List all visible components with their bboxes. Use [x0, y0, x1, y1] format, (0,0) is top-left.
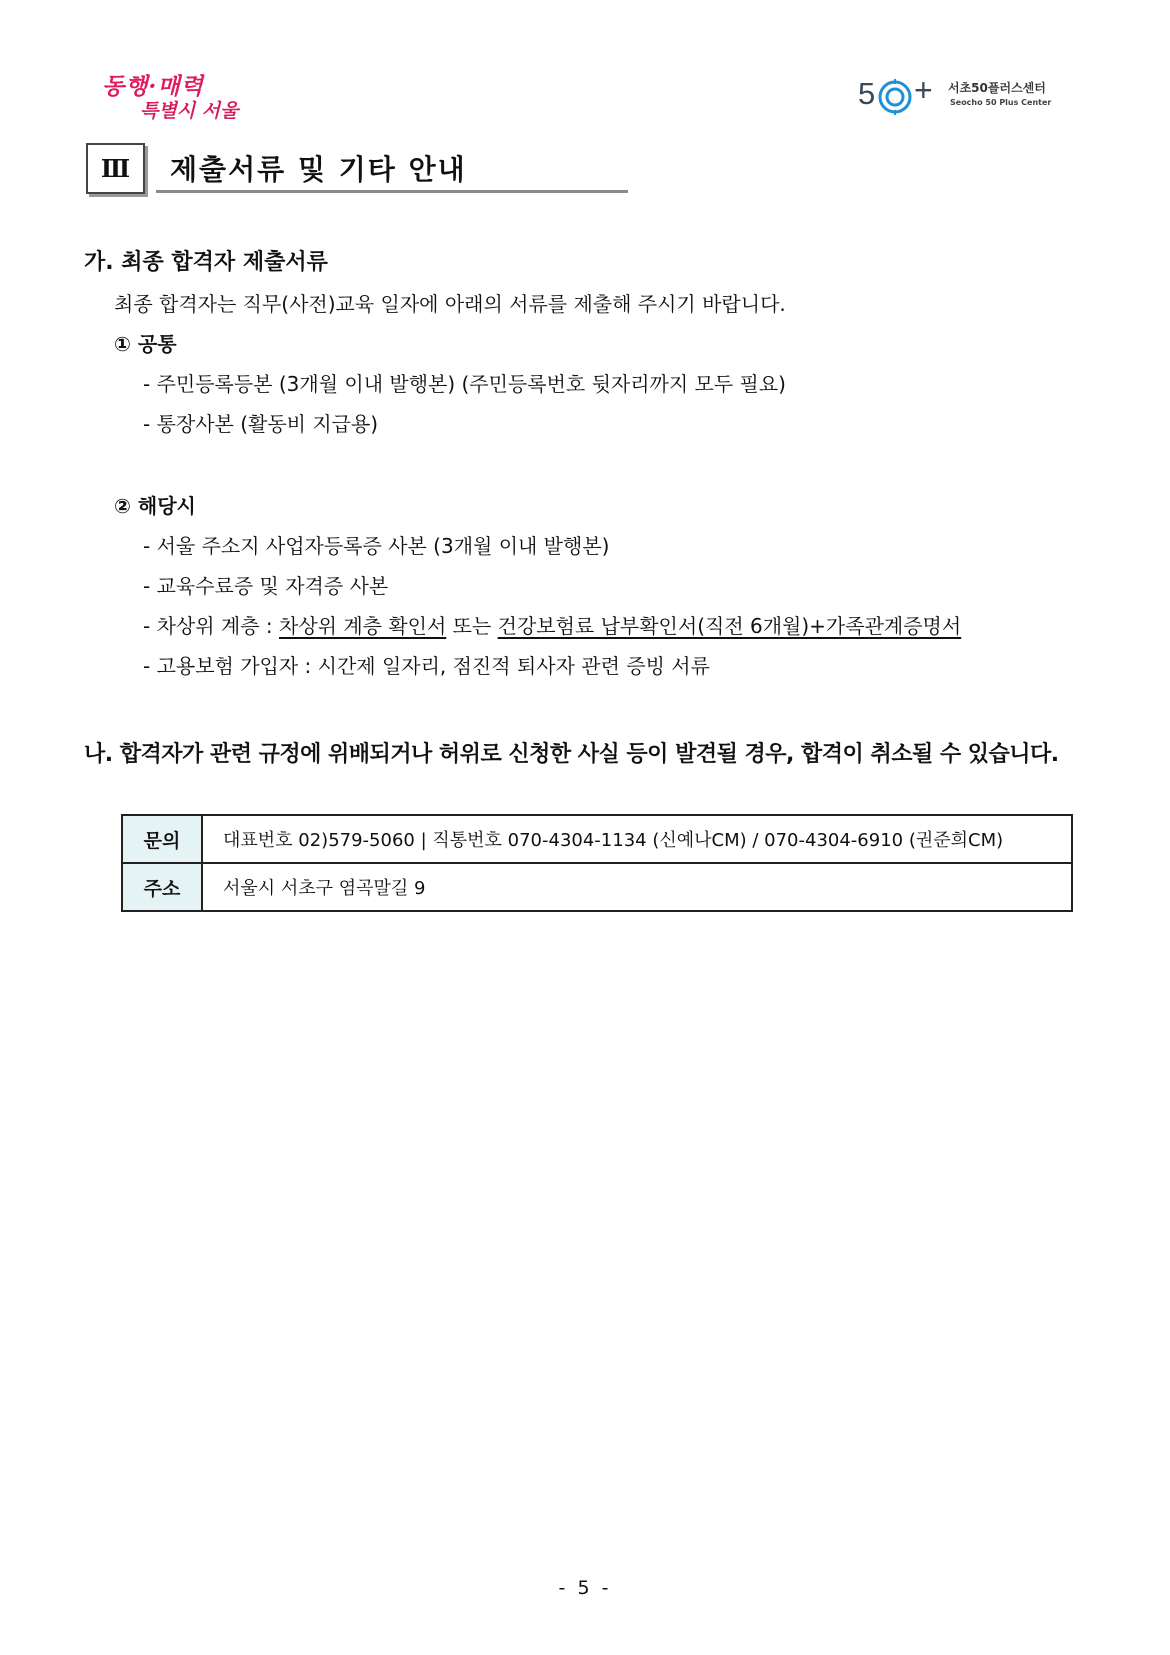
seoul-slogan-logo	[100, 68, 239, 126]
table-row	[122, 815, 1072, 863]
logo-name-kr: 서초50플러스센터	[948, 81, 1046, 95]
logo-mark-5: 5	[858, 76, 876, 111]
logo-name-en: Seocho 50 Plus Center	[950, 98, 1052, 107]
list-item-low-income	[143, 610, 961, 639]
circle-logo-icon	[876, 78, 914, 116]
list-item: - 교육수료증 및 자격증 사본	[143, 574, 389, 598]
common-heading: ① 공통	[114, 332, 177, 356]
list-item: - 서울 주소지 사업자등록증 사본 (3개월 이내 발행본)	[143, 534, 610, 558]
applicable-heading: ② 해당시	[114, 494, 196, 518]
page-number: - 5 -	[558, 1577, 612, 1599]
section-title: 제출서류 및 기타 안내	[170, 153, 467, 186]
contact-table	[121, 814, 1073, 912]
address-label: 주소	[122, 863, 202, 911]
item-conjunction: 또는	[452, 614, 498, 638]
list-item: - 주민등록등본 (3개월 이내 발행본) (주민등록번호 뒷자리까지 모두 필요)	[143, 372, 786, 396]
part-a-intro: 최종 합격자는 직무(사전)교육 일자에 아래의 서류를 제출해 주시기 바랍니다.	[114, 292, 786, 316]
item-prefix: - 차상위 계층 :	[143, 614, 279, 638]
address-value: 서울시 서초구 염곡말길 9	[202, 863, 1072, 911]
table-row	[122, 863, 1072, 911]
part-b-notice: 나. 합격자가 관련 규정에 위배되거나 허위로 신청한 사실 등이 발견될 경우, 합격이 취소될 수 있습니다.	[84, 742, 1059, 767]
list-item: - 고용보험 가입자 : 시간제 일자리, 점진적 퇴사자 관련 증빙 서류	[143, 654, 710, 678]
seocho-50-plus-logo	[858, 72, 1078, 116]
section-underline	[156, 190, 628, 193]
document-name-underlined: 차상위 계층 확인서	[279, 614, 447, 638]
logo-plus: +	[914, 72, 933, 108]
section-number-box: Ⅲ	[86, 143, 145, 194]
contact-value: 대표번호 02)579-5060 | 직통번호 070-4304-1134 (신예나CM) / 070-4304-6910 (권준희CM)	[202, 815, 1072, 863]
logo-line-1: 동행·매력	[102, 73, 204, 100]
contact-label: 문의	[122, 815, 202, 863]
part-a-heading: 가. 최종 합격자 제출서류	[84, 250, 328, 275]
list-item: - 통장사본 (활동비 지급용)	[143, 412, 379, 436]
document-name-underlined: 건강보험료 납부확인서(직전 6개월)+가족관계증명서	[497, 614, 962, 638]
logo-line-2: 특별시 서울	[140, 100, 239, 122]
